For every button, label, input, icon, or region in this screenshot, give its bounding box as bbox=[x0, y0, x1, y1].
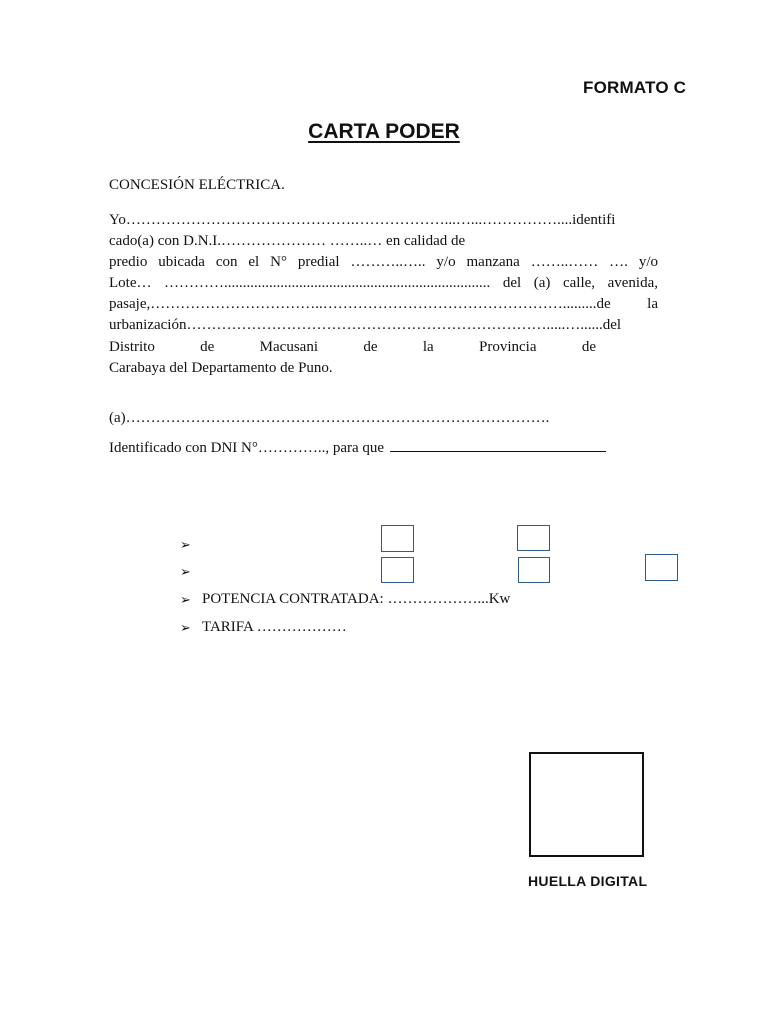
paragraph-line: Lote… …………....................................................................... del (a) calle, avenida, bbox=[109, 275, 658, 291]
paragraph-line: Yo……………………………………….………………...…...……………....identifi bbox=[109, 212, 616, 228]
checkbox-row2-c[interactable] bbox=[645, 554, 678, 581]
list-item-tarifa: TARIFA ……………… bbox=[202, 619, 347, 635]
arrow-bullet-icon: ➢ bbox=[180, 538, 191, 553]
dni-line bbox=[109, 437, 658, 457]
representative-line: (a)…………………………………………………………………………. bbox=[109, 410, 550, 426]
arrow-bullet-icon: ➢ bbox=[180, 593, 191, 608]
checkbox-row2-b[interactable] bbox=[518, 557, 550, 583]
checkbox-row2-a[interactable] bbox=[381, 557, 414, 583]
list-item-potencia: POTENCIA CONTRATADA: ………………...Kw bbox=[202, 591, 511, 607]
dni-line-text: Identificado con DNI N°………….., para que bbox=[109, 440, 385, 456]
paragraph-line: pasaje,……………………………..………………………………………….........de la bbox=[109, 296, 658, 312]
document-title bbox=[0, 120, 768, 144]
arrow-bullet-icon: ➢ bbox=[180, 565, 191, 580]
paragraph-line: cado(a) con D.N.I.………………… ……..… en calidad de bbox=[109, 233, 466, 249]
checkbox-row1-a[interactable] bbox=[381, 525, 414, 552]
paragraph-line: urbanización……………………………………………………………….....…......del bbox=[109, 317, 622, 333]
arrow-bullet-icon: ➢ bbox=[180, 621, 191, 636]
fingerprint-box[interactable] bbox=[529, 752, 644, 857]
format-label: FORMATO C bbox=[583, 78, 687, 97]
fingerprint-label: HUELLA DIGITAL bbox=[528, 873, 648, 889]
paragraph-line: Distrito de Macusani de la Provincia de bbox=[109, 339, 596, 355]
paragraph-line: Carabaya del Departamento de Puno. bbox=[109, 360, 333, 376]
checkbox-row1-b[interactable] bbox=[517, 525, 550, 551]
purpose-blank-field[interactable] bbox=[390, 437, 606, 452]
document-title-text: CARTA PODER bbox=[308, 120, 460, 143]
paragraph-line: predio ubicada con el N° predial ………..….. y/o manzana ……..…… …. y/o bbox=[109, 254, 658, 270]
document-subtitle: CONCESIÓN ELÉCTRICA. bbox=[109, 177, 285, 193]
